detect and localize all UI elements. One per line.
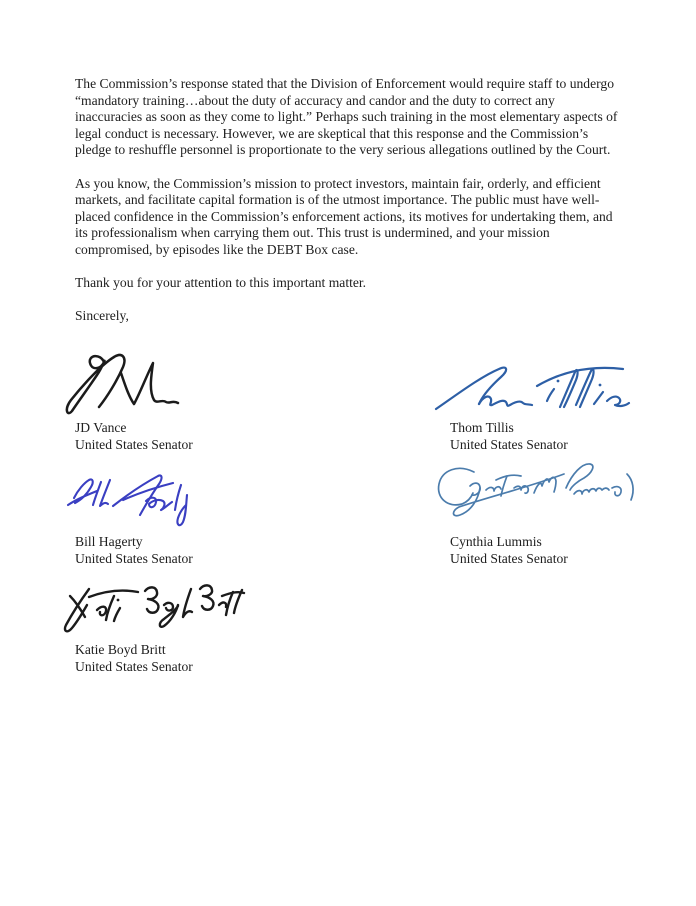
signer-title: United States Senator <box>75 550 193 566</box>
jd-vance-nameblock <box>75 420 193 453</box>
signer-title: United States Senator <box>450 550 568 566</box>
signer-name: Cynthia Lummis <box>450 534 542 549</box>
katie-boyd-britt-nameblock <box>75 642 193 675</box>
letter-body <box>75 76 624 342</box>
bill-hagerty-nameblock <box>75 534 193 567</box>
cynthia-lummis-signature <box>434 461 640 519</box>
thom-tillis-nameblock <box>450 420 568 453</box>
cynthia-lummis-nameblock <box>450 534 568 567</box>
signer-name: JD Vance <box>75 420 127 435</box>
paragraph-thank-you: Thank you for your attention to this important matter. <box>75 275 367 291</box>
katie-boyd-britt-signature <box>61 584 245 632</box>
signer-title: United States Senator <box>450 436 568 452</box>
paragraph-commission-mission: As you know, the Commission’s mission to protect investors, maintain fair, orderly, and efficient markets, and facilitate capital formation is of the utmost importance. The public must have well-placed confidence in the Commission’s enforcement actions, its motives for undertaking them, and its professionalism when carrying them out. This trust is undermined, and your mission compromised, by episodes like the DEBT Box case. <box>75 175 613 257</box>
thom-tillis-signature <box>433 362 629 414</box>
signer-name: Thom Tillis <box>450 420 514 435</box>
jd-vance-signature <box>64 352 180 420</box>
closing-sincerely: Sincerely, <box>75 308 129 324</box>
signer-title: United States Senator <box>75 436 193 452</box>
bill-hagerty-signature <box>66 470 202 528</box>
signer-name: Katie Boyd Britt <box>75 642 166 657</box>
paragraph-commission-response: The Commission’s response stated that the Division of Enforcement would require staff to undergo “mandatory training…about the duty of accuracy and candor and the duty to correct any inaccuracies as soon as they come to light.” Perhaps such training in the most elementary aspects of legal conduct is necessary. However, we are skeptical that this response and the Commission’s pledge to reshuffle personnel is proportionate to the very serious allegations outlined by the Court. <box>75 76 618 158</box>
signer-name: Bill Hagerty <box>75 534 143 549</box>
signer-title: United States Senator <box>75 658 193 674</box>
